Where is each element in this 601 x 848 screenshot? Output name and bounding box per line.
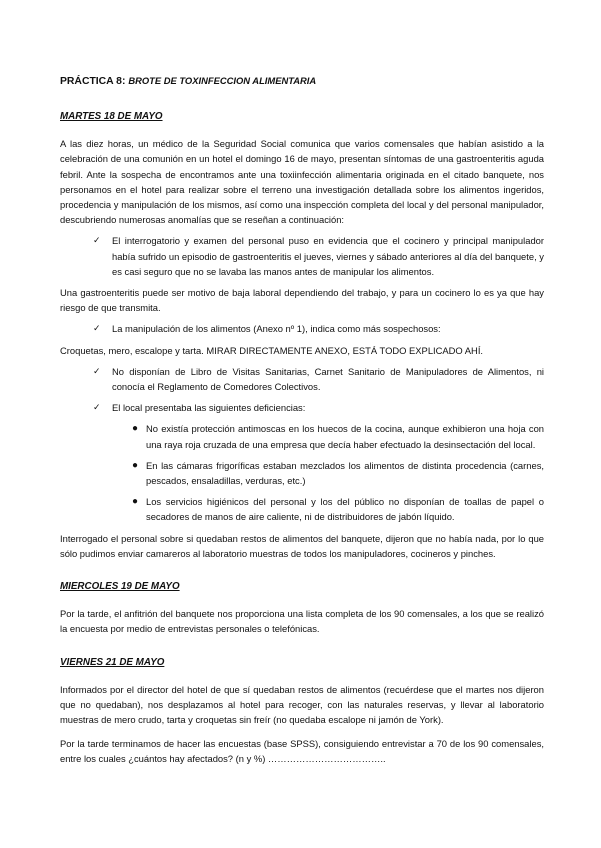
- bullet-item-text: Los servicios higiénicos del personal y los del público no disponían de toallas de papel o secadores de manos de aire caliente, ni de distribuidores de jabón líquido.: [146, 496, 544, 523]
- document-page: [60, 74, 544, 766]
- closing-paragraph: Interrogado el personal sobre si quedaban restos de alimentos del banquete, dijeron que no había nada, por lo que sólo pudimos enviar camareros al laboratorio muestras de todos los manipuladores, cocineros y pinches.: [60, 532, 544, 559]
- wednesday-paragraph: Por la tarde, el anfitrión del banquete nos proporciona una lista completa de los 90 comensales, a los que se realizó la encuesta por medio de entrevistas personales o telefónicas.: [60, 608, 544, 635]
- bullet-item-text: En las cámaras frigoríficas estaban mezclados los alimentos de distinta procedencia (carnes, pescados, ensaladillas, verduras, etc.): [146, 459, 544, 487]
- check-item: [60, 233, 544, 279]
- checkmark-icon: ✓: [93, 365, 101, 376]
- bullet-icon: ●: [132, 423, 139, 435]
- checkmark-icon: ✓: [93, 402, 101, 413]
- check-item: [60, 321, 544, 336]
- friday-question-paragraph: Por la tarde terminamos de hacer las encuestas (base SPSS), consiguiendo entrevistar a 70 de los 90 comensales, entre los cuales ¿cuántos hay afectados? (n y %) ………………………………..: [60, 737, 544, 764]
- bullet-item-text: No existía protección antimoscas en los huecos de la cocina, aunque exhibieron una hoja con una raya roja cruzada de una empresa que decía haber efectuado la desinsectación del local.: [146, 423, 544, 450]
- check-item-text: El interrogatorio y examen del personal puso en evidencia que el cocinero y principal manipulador había sufrido un episodio de gastroenteritis el jueves, viernes y sábado anteriores al día del banquete, y es casi seguro que no se lavaba las manos antes de manipular los alimentos.: [112, 235, 544, 277]
- bullet-icon: ●: [132, 459, 139, 471]
- practice-label: PRÁCTICA 8:: [60, 76, 126, 87]
- check-item-text: La manipulación de los alimentos (Anexo nº 1), indica como más sospechosos:: [112, 323, 441, 335]
- check-item-text: El local presentaba las siguientes deficiencias:: [112, 402, 306, 414]
- bullet-item: [60, 458, 544, 488]
- date-heading-wednesday: MIERCOLES 19 DE MAYO: [60, 581, 180, 593]
- bullet-item: [60, 421, 544, 451]
- note-paragraph: Una gastroenteritis puede ser motivo de baja laboral dependiendo del trabajo, y para un cocinero lo es ya que hay riesgo de que transmita.: [60, 287, 544, 314]
- bullet-icon: ●: [132, 496, 139, 508]
- practice-title: [60, 74, 544, 89]
- check-item-text: No disponían de Libro de Visitas Sanitarias, Carnet Sanitario de Manipuladores de Alimentos, ni conocía el Reglamento de Comedores Colectivos.: [112, 365, 544, 393]
- bullet-item: [60, 494, 544, 524]
- intro-paragraph: A las diez horas, un médico de la Seguridad Social comunica que varios comensales que habían asistido a la celebración de una comunión en un hotel el domingo 16 de mayo, presentan síntomas de una gastroenteritis aguda febril. Ante la sospecha de encontramos ante una toxiinfección alimentaria originada en el citado banquete, nos personamos en el hotel para realizar sobre el terreno una investigación detallada sobre los alimentos ingeridos, procedencia y manipulación de los mismos, así como una inspección completa del local y del personal manipulador, descubriendo numerosas anomalías que se reseñan a continuación:: [60, 138, 544, 226]
- note-paragraph: Croquetas, mero, escalope y tarta. MIRAR DIRECTAMENTE ANEXO, ESTÁ TODO EXPLICADO AHÍ.: [60, 344, 484, 356]
- check-item: [60, 400, 544, 415]
- checkmark-icon: ✓: [93, 235, 101, 246]
- practice-subtitle: BROTE DE TOXINFECCION ALIMENTARIA: [128, 75, 317, 86]
- checkmark-icon: ✓: [93, 323, 101, 334]
- friday-paragraph: Informados por el director del hotel de que sí quedaban restos de alimentos (recuérdese que el martes nos dijeron que no quedaban), nos desplazamos al hotel para recoger, con las naturales reservas, y llevar al laboratorio muestras de mero crudo, tarta y croquetas sin freír (no quedaba escalope ni jamón de York).: [60, 683, 544, 726]
- date-heading-friday: VIERNES 21 DE MAYO: [60, 656, 165, 668]
- check-item: [60, 364, 544, 394]
- date-heading-tuesday: MARTES 18 DE MAYO: [60, 111, 163, 122]
